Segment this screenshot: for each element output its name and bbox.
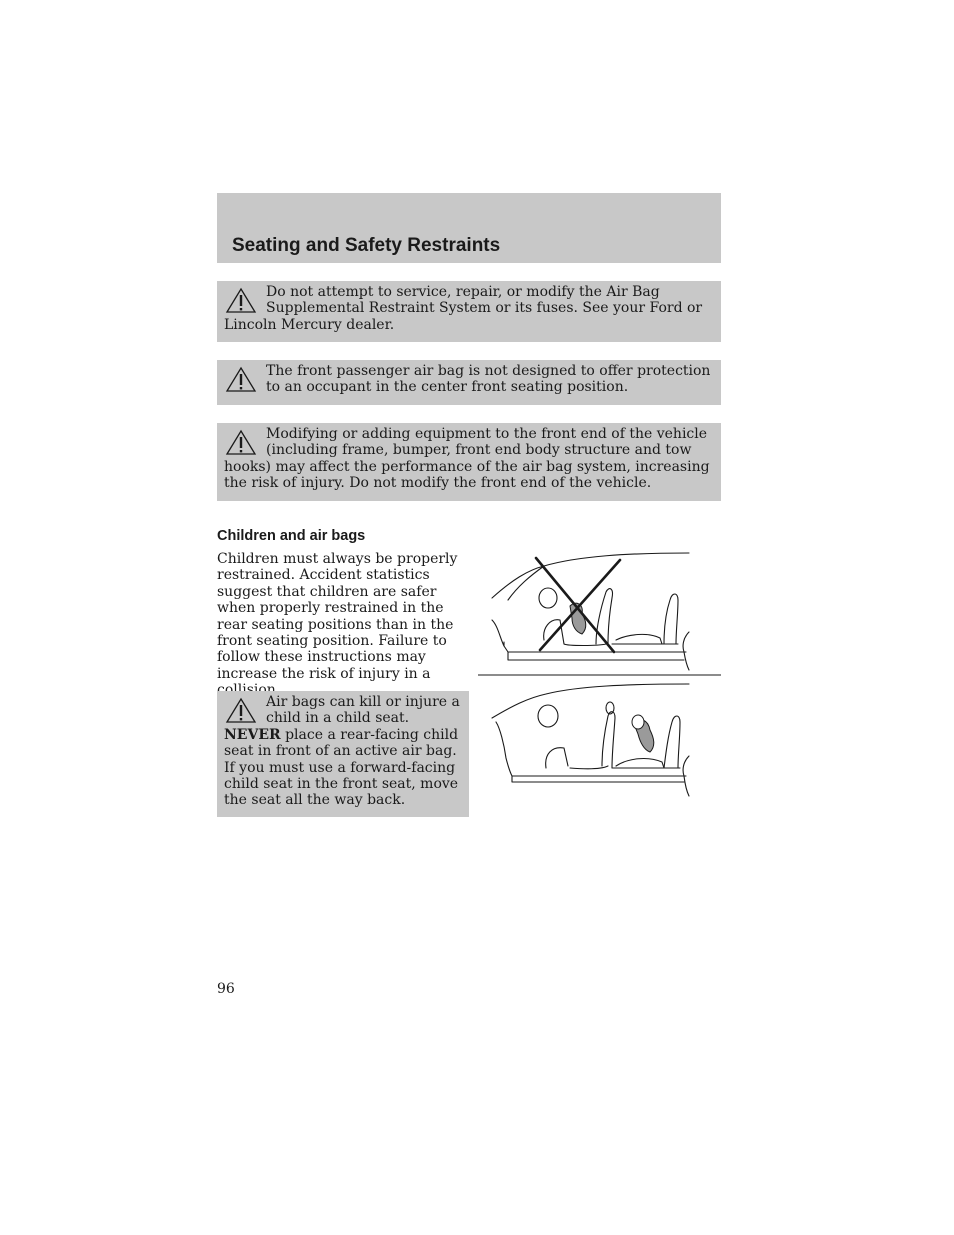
- illustration-child-seat-rear: [478, 682, 721, 800]
- warning-text-intro: Air bags can kill or injure a child in a child seat.: [266, 694, 460, 727]
- warning-triangle-icon: [224, 363, 260, 393]
- section-body-text: Children must always be properly restrained. Accident statistics suggest that children are safer when properly restrained in the rear seating positions than in the front seating position. Failure to follow these instructions may increase the risk of injury in a: [217, 551, 458, 682]
- page-title: Seating and Safety Restraints: [232, 235, 501, 256]
- warning-text: The front passenger air bag is not designed to offer protection to an occupant in the center front seating position.: [266, 363, 711, 396]
- warning-box-service: [217, 281, 721, 342]
- warning-triangle-icon: [224, 694, 260, 724]
- warning-box-front-end: [217, 423, 721, 501]
- warning-triangle-icon: [224, 284, 260, 314]
- warning-emphasis: NEVER: [224, 726, 281, 743]
- page-number: 96: [217, 981, 235, 997]
- warning-text-rest: place a rear-facing child seat in front of an active air bag. If you must use a forward-facing child seat in the front seat, move the seat all the way back.: [224, 726, 459, 809]
- section-header: [217, 193, 721, 263]
- warning-text: Do not attempt to service, repair, or modify the Air Bag Supplemental Restraint System or its fuses. See your Ford or Lincoln Mercury dealer.: [224, 284, 703, 333]
- section-heading: Children and air bags: [217, 528, 366, 544]
- warning-triangle-icon: [224, 426, 260, 456]
- warning-box-child-seat: [217, 691, 469, 817]
- illustration-rear-facing-seat-front-crossed: [478, 548, 721, 680]
- warning-text: Modifying or adding equipment to the front end of the vehicle (including frame, bumper, front end body structure and tow hooks) may affect the performance of the air bag system, increasing the risk of injury. Do not modify the front end of the vehicle.: [224, 426, 710, 492]
- warning-box-center-seat: [217, 360, 721, 405]
